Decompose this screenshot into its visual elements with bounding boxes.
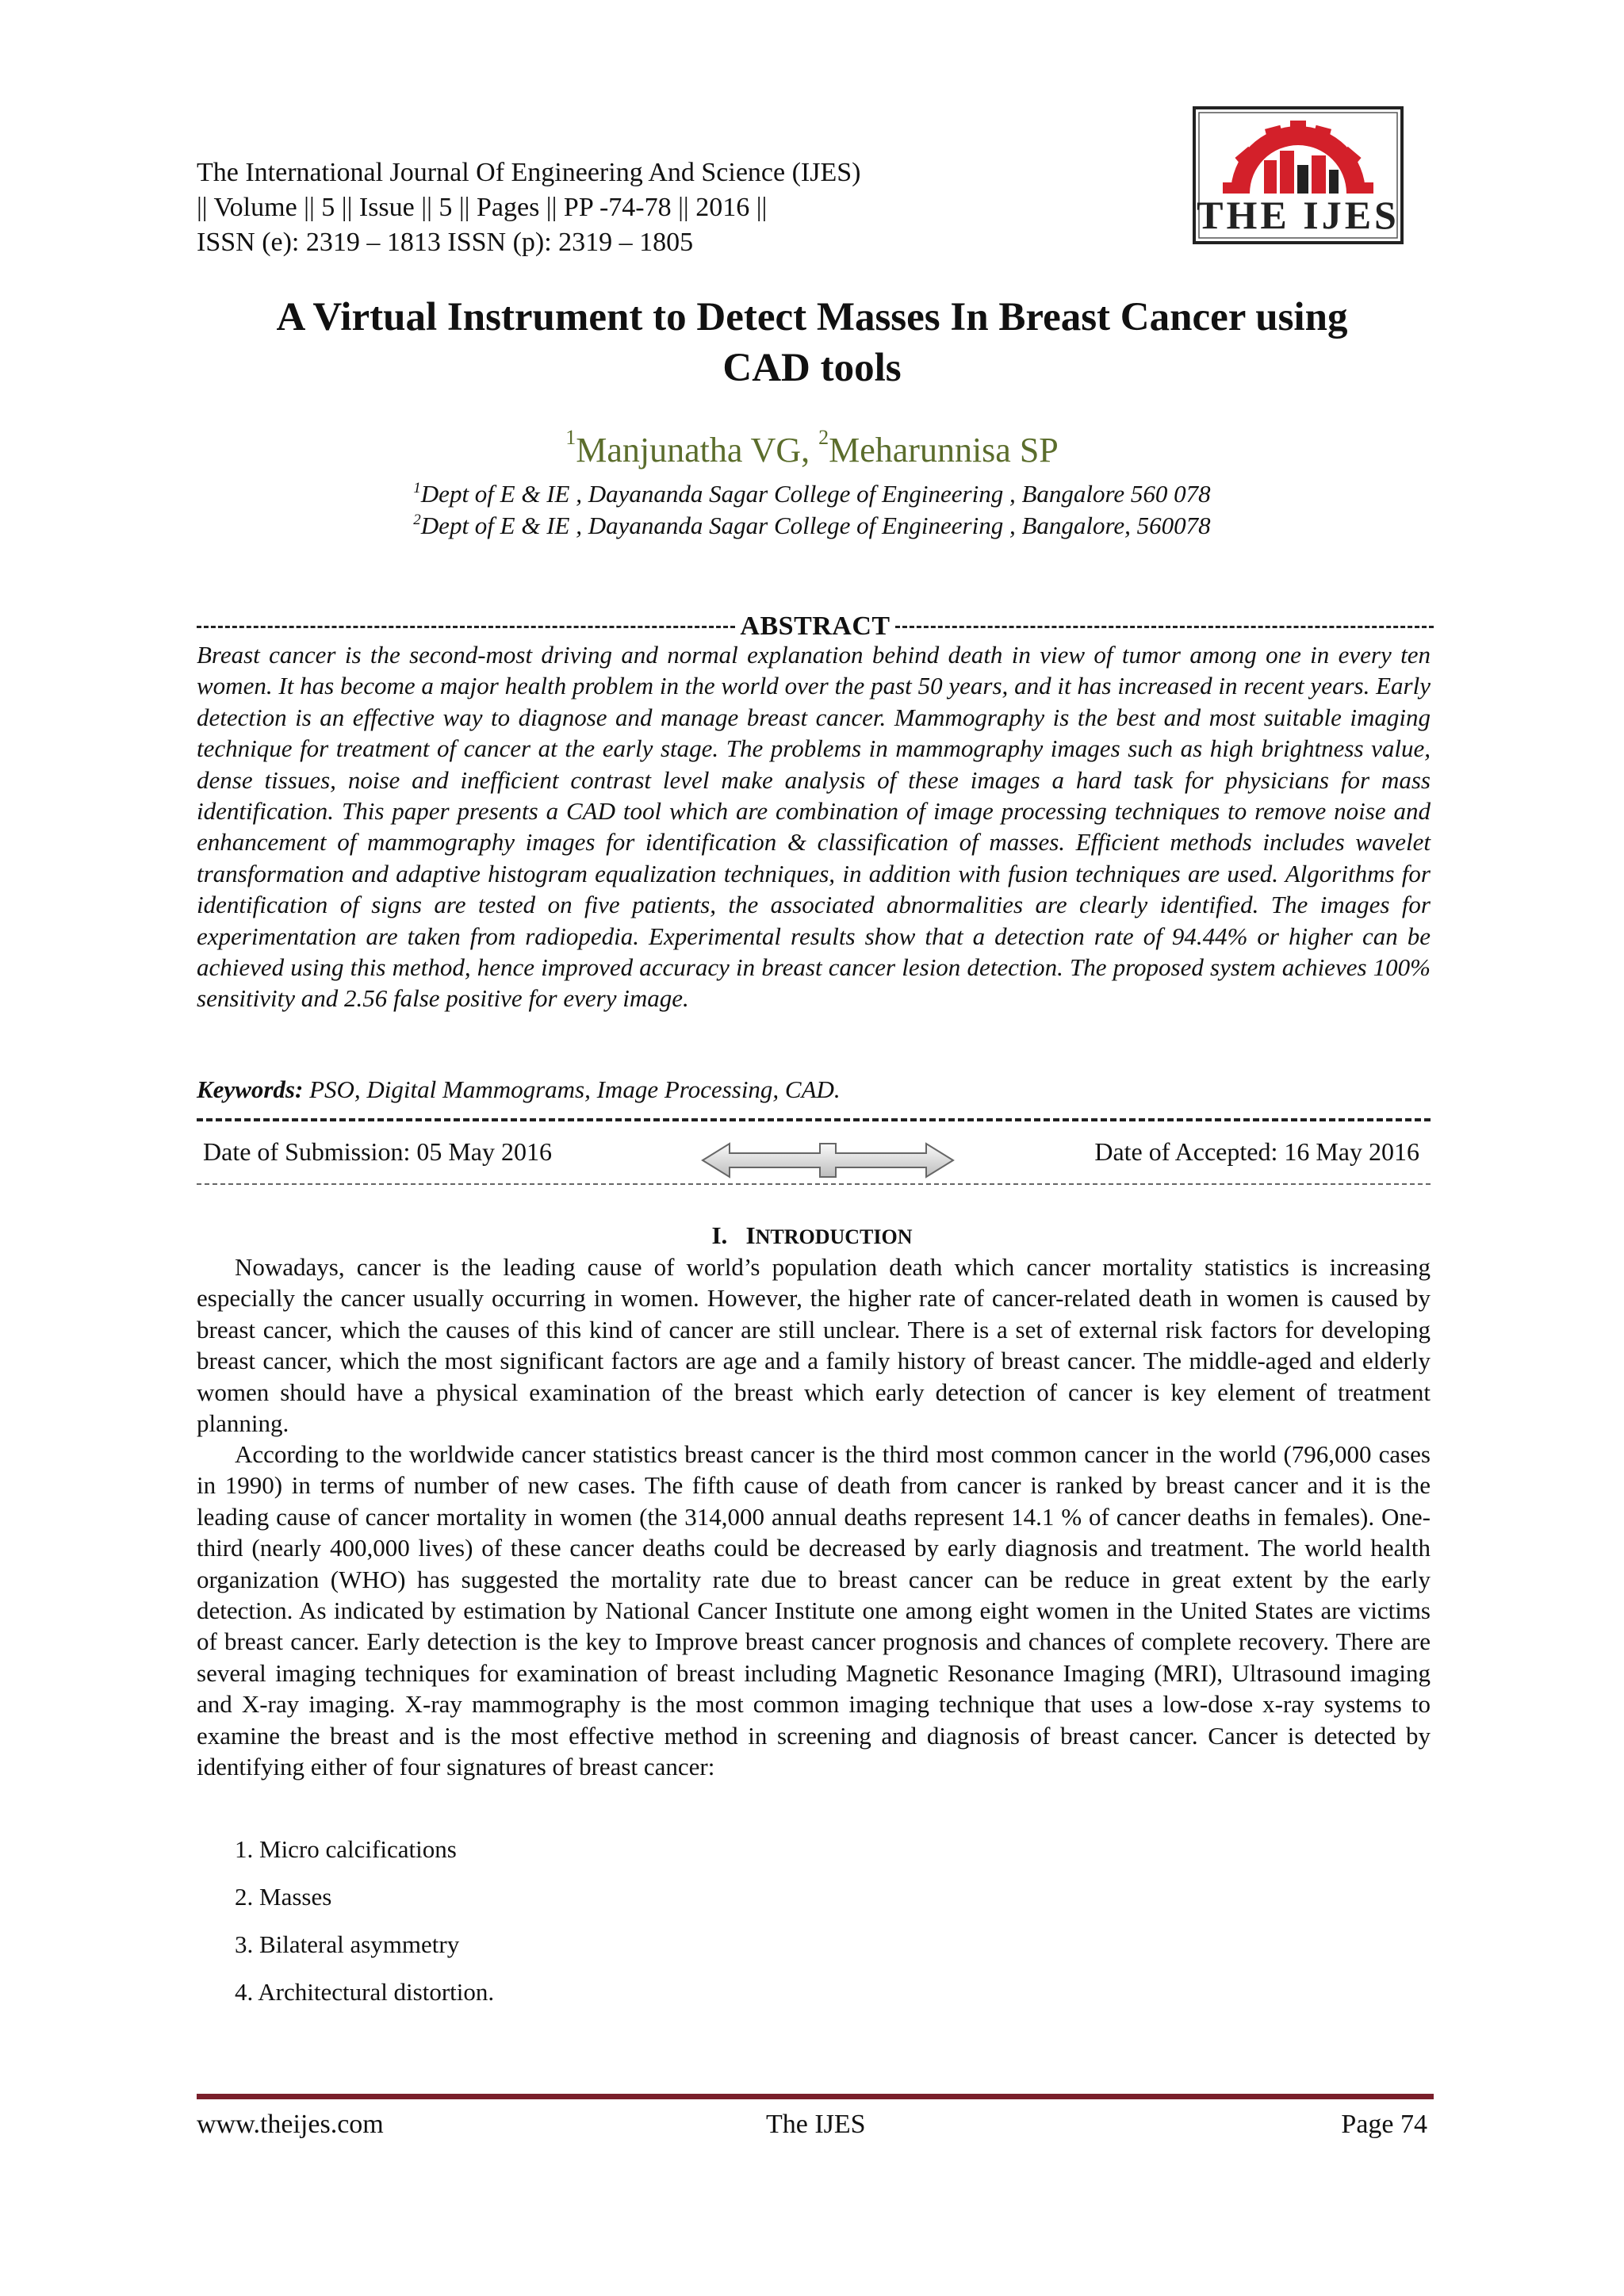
double-arrow-icon [701,1140,955,1180]
affiliation-1 [159,480,1465,508]
footer-website: www.theijes.com [197,2110,384,2139]
abstract-divider [197,611,1434,642]
list-item: 3. Bilateral asymmetry [235,1930,460,1958]
date-divider-top [197,1118,1431,1121]
author-list [159,426,1465,470]
paper-title-line2: CAD tools [722,346,902,390]
affiliation-1-mark: 1 [413,480,421,496]
abstract-dash-left [197,626,735,628]
footer-page-number: Page 74 [1341,2110,1427,2139]
introduction-heading-rest: NTRODUCTION [755,1225,913,1248]
accepted-date: Date of Accepted: 16 May 2016 [1094,1137,1419,1166]
footer-journal: The IJES [766,2110,866,2139]
submission-date: Date of Submission: 05 May 2016 [203,1137,552,1166]
affiliation-2-text: Dept of E & IE , Dayananda Sagar College of Engineering , Bangalore, 560078 [420,512,1211,539]
abstract-dash-right [895,626,1434,628]
list-item: 1. Micro calcifications [235,1835,457,1863]
introduction-numeral: I. [711,1221,728,1249]
issn-info: ISSN (e): 2319 – 1813 ISSN (p): 2319 – 1805 [197,228,694,257]
ijes-logo [1191,105,1405,246]
author2-name: Meharunnisa SP [829,431,1059,470]
abstract-heading: ABSTRACT [740,611,891,641]
introduction-heading [159,1221,1465,1250]
journal-name: The International Journal Of Engineering And Science (IJES) [197,158,861,187]
abstract-text: Breast cancer is the second-most driving and normal explanation behind death in view of tumor among one in every ten women. It has become a major health problem in the world over the past 50 years, and it has increased in recent years. Early detection is an effective way to diagnose and manage breast cancer. Mammography is the best and most suitable imaging technique for treatment of cancer at the early stage. The problems in mammography images such as high brightness value, dense tissues, noise and inefficient contrast level make analysis of these images a hard task for physicians for mass identification. This paper presents a CAD tool which are combination of image processing techniques to remove noise and enhancement of mammography images for identification & classification of masses. Efficient methods includes wavelet transformation and adaptive histogram equalization techniques, in addition with fusion techniques are used. Algorithms for identification of signs are tested on five patients, the associated abnormalities are clearly identified. The images for experimentation are taken from radiopedia. Experimental results show that a detection rate of 94.44% or higher can be achieved using this method, hence improved accuracy in breast cancer lesion detection. The proposed system achieves 100% sensitivity and 2.56 false positive for every image. [197,641,1431,1013]
author1-name: Manjunatha VG, [576,431,810,470]
keywords-text: PSO, Digital Mammograms, Image Processing, CAD. [303,1075,841,1103]
paper-title [159,292,1465,393]
affiliation-2 [159,512,1465,540]
introduction-paragraph-1: Nowadays, cancer is the leading cause of world’s population death which cancer mortality statistics is increasing especially the cancer usually occurring in women. However, the higher rate of cancer-related death in women is caused by breast cancer, which the causes of this kind of cancer are still unclear. There is a set of external risk factors for developing breast cancer, which the most significant factors are age and a family history of breast cancer. The middle-aged and elderly women should have a physical examination of the breast which early detection of cancer is key element of treatment planning. [197,1253,1431,1438]
volume-info: || Volume || 5 || Issue || 5 || Pages || PP -74-78 || 2016 || [197,193,768,222]
list-item: 2. Masses [235,1883,332,1911]
list-item: 4. Architectural distortion. [235,1978,495,2006]
footer-rule [197,2094,1434,2099]
ijes-logo-graphic [1191,105,1405,246]
affiliation-1-text: Dept of E & IE , Dayananda Sagar College of Engineering , Bangalore 560 078 [420,480,1211,508]
logo-text: THE IJES [1197,193,1400,237]
author2-mark: 2 [818,426,829,449]
date-divider-bottom [197,1183,1431,1185]
keywords [197,1075,841,1104]
affiliation-2-mark: 2 [413,512,421,528]
introduction-paragraph-2: According to the worldwide cancer statistics breast cancer is the third most common cancer in the world (796,000 cases in 1990) in terms of number of new cases. The fifth cause of death from cancer is ranked by breast cancer and it is the leading cause of cancer mortality in women (the 314,000 annual deaths represent 14.1 % of cancer deaths in females). One-third (nearly 400,000 lives) of these cancer deaths could be decreased by early diagnosis and treatment. The world health organization (WHO) has suggested the mortality rate due to breast cancer can be reduce in great extent by the early detection. As indicated by estimation by National Cancer Institute one among eight women in the United States are victims of breast cancer. Early detection is the key to Improve breast cancer prognosis and chances of complete recovery. There are several imaging techniques for examination of breast including Magnetic Resonance Imaging (MRI), Ultrasound imaging and X-ray imaging. X-ray mammography is the most common imaging technique that uses a low-dose x-ray systems to examine the breast and is the most effective method in screening and diagnosis of breast cancer. Cancer is detected by identifying either of four signatures of breast cancer: [197,1440,1431,1781]
keywords-label: Keywords: [197,1075,304,1103]
introduction-heading-initial: I [745,1221,756,1249]
author1-mark: 1 [565,426,576,449]
paper-title-line1: A Virtual Instrument to Detect Masses In Breast Cancer using [276,295,1348,339]
